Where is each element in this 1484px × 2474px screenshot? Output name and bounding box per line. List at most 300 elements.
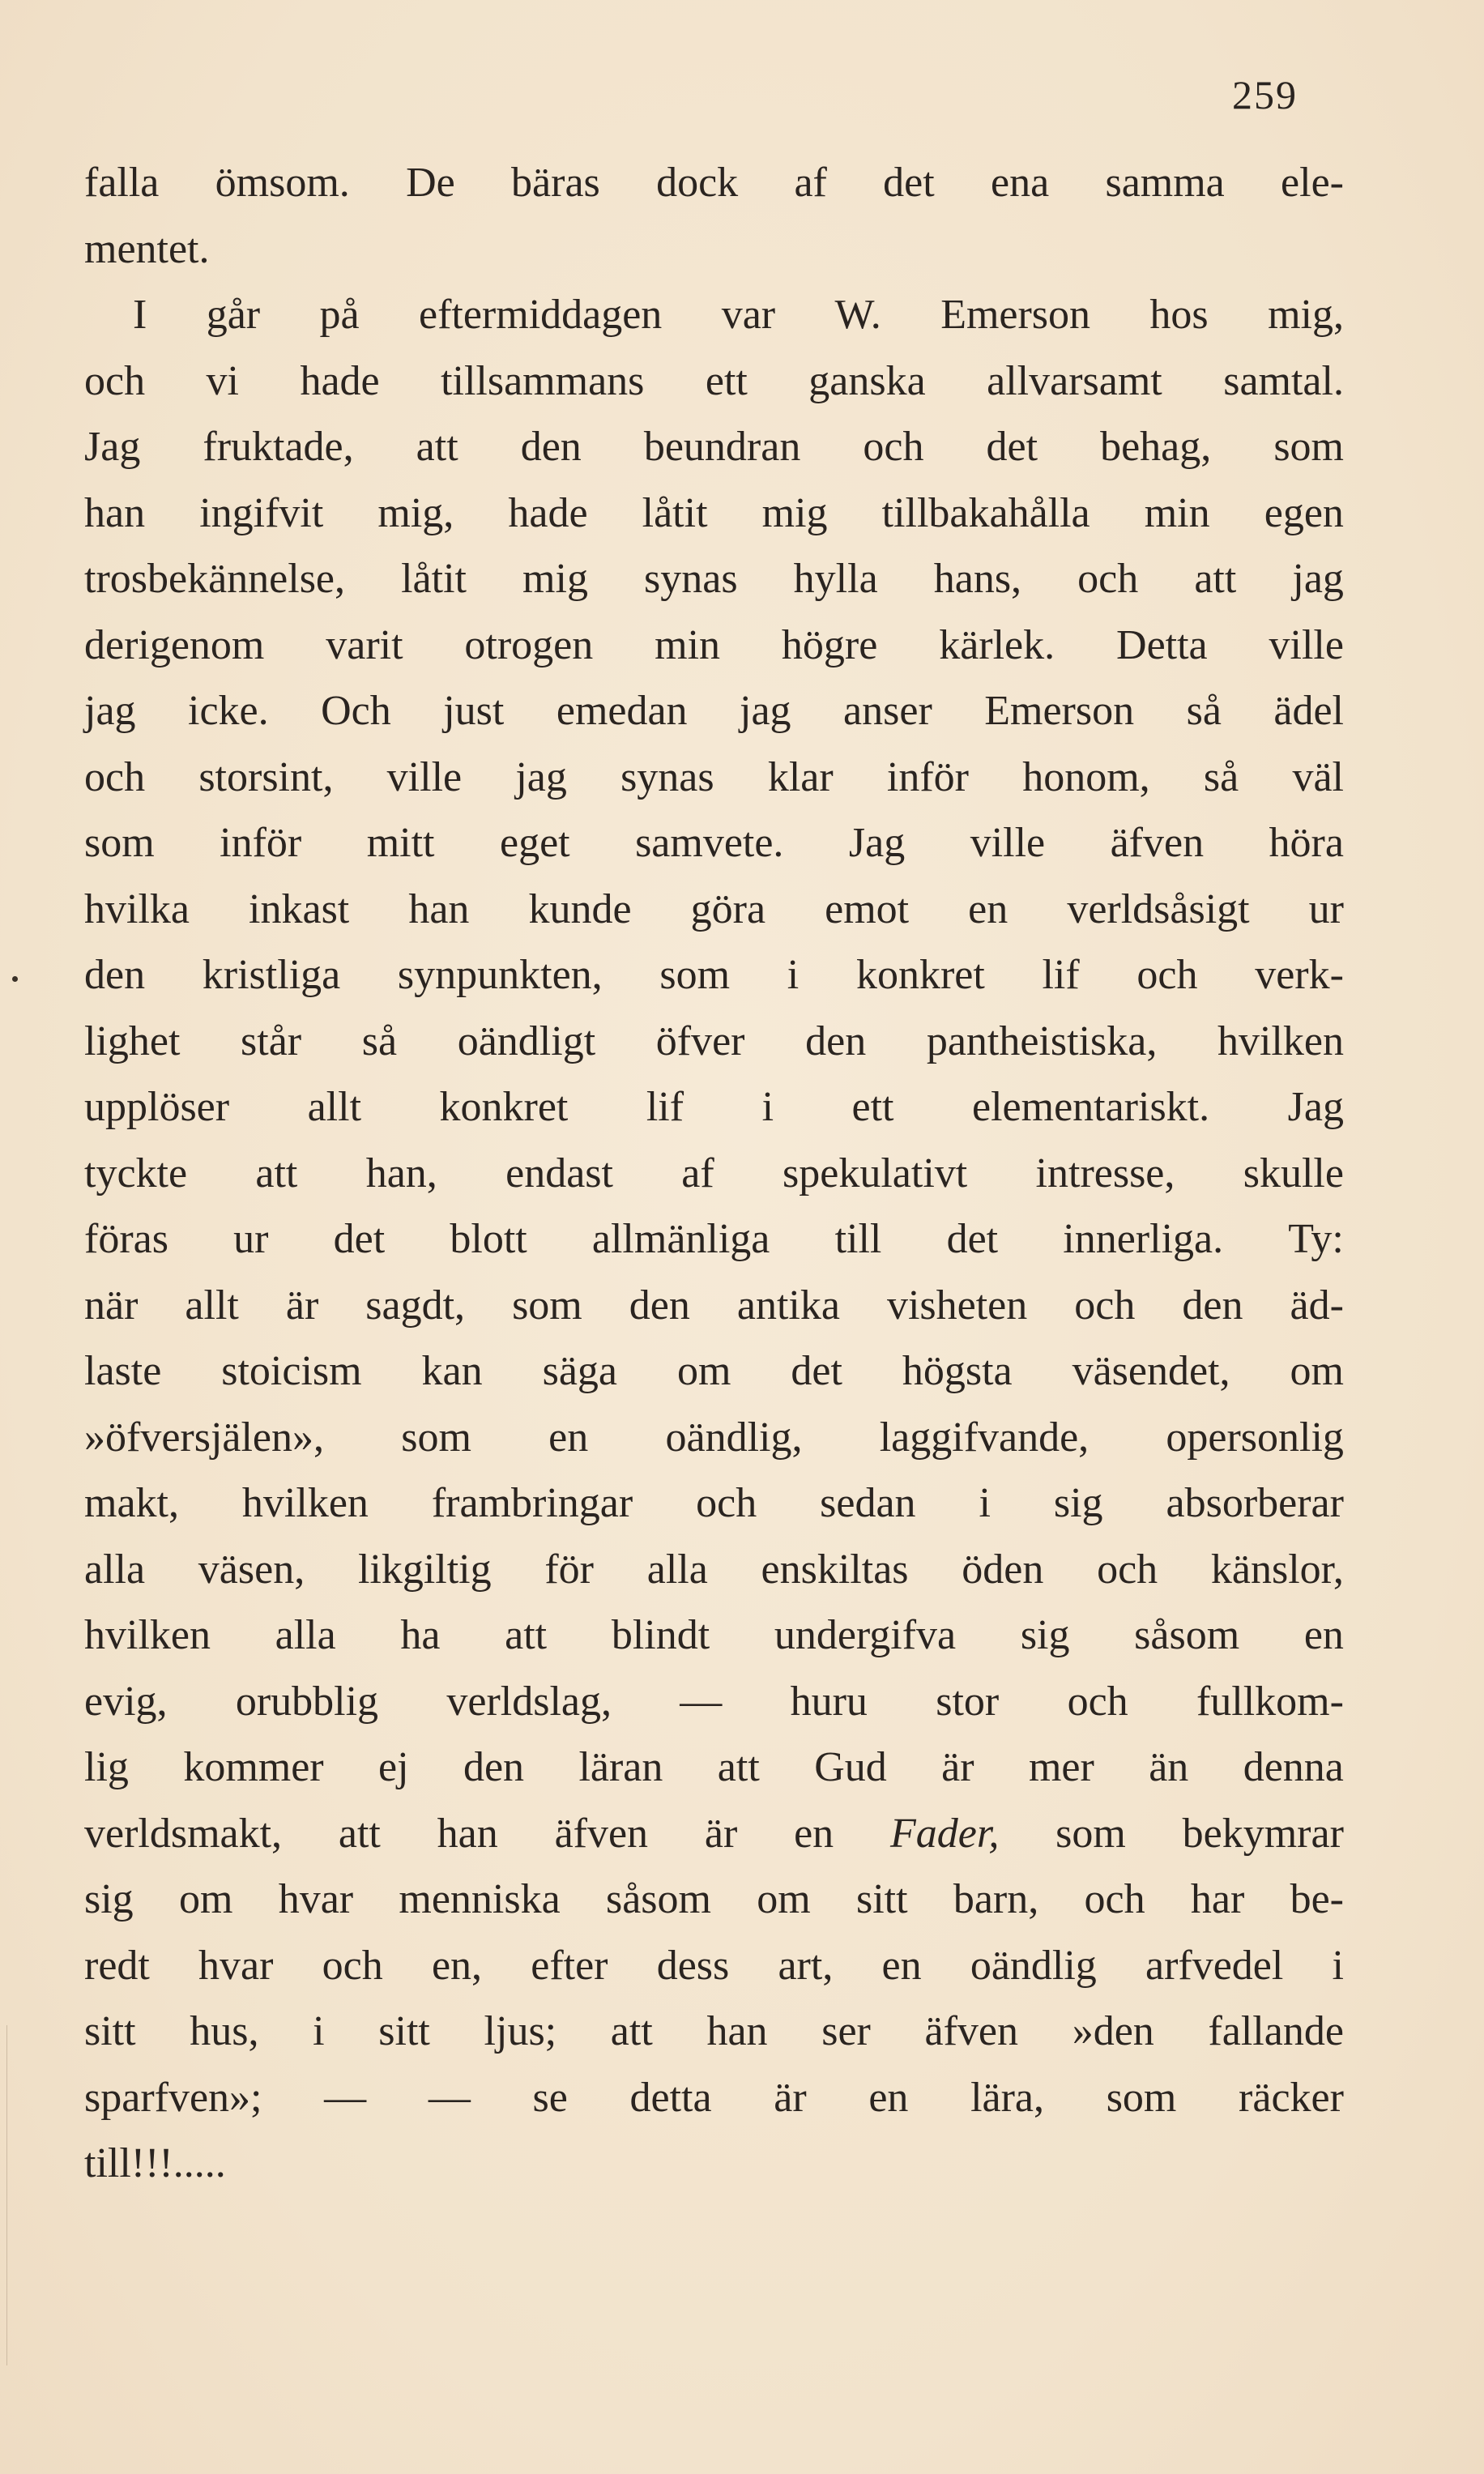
word: öden <box>962 1546 1044 1593</box>
word: högre <box>781 621 878 668</box>
margin-dot-mark <box>12 976 18 982</box>
word: otrogen <box>464 621 594 668</box>
text-line <box>84 877 1344 943</box>
word: icke. <box>188 688 269 734</box>
word: och <box>1136 952 1198 998</box>
word: huru <box>790 1678 868 1725</box>
word: Emerson <box>984 688 1135 734</box>
text-line <box>84 150 1344 216</box>
word: pantheistiska, <box>926 1017 1158 1064</box>
word: den <box>805 1017 867 1064</box>
word: lig <box>84 1744 129 1790</box>
word: öfver <box>655 1017 745 1064</box>
word: blott <box>450 1216 527 1262</box>
text-line <box>84 1273 1344 1339</box>
word: såsom <box>1134 1612 1240 1658</box>
word: upplöser <box>84 1084 230 1130</box>
word: dock <box>656 160 739 206</box>
word: redt <box>84 1942 150 1989</box>
word: en <box>1303 1612 1344 1658</box>
word: och <box>1067 1678 1128 1725</box>
word: just <box>443 688 505 734</box>
word: på <box>319 292 360 338</box>
text-line <box>84 1405 1344 1471</box>
word: falla <box>84 160 160 206</box>
word: verldslag, <box>446 1678 612 1725</box>
word: hvilken <box>241 1480 369 1526</box>
word: det <box>946 1216 999 1262</box>
word: att <box>610 2008 653 2054</box>
word: enskiltas <box>761 1546 909 1593</box>
text-line <box>84 1009 1344 1075</box>
word: och <box>84 357 146 404</box>
word: i <box>1332 1942 1344 1989</box>
word: sparfven»; <box>84 2074 262 2121</box>
word: sig <box>1053 1480 1103 1526</box>
word: som <box>84 820 155 866</box>
word: kommer <box>183 1744 324 1790</box>
text-line <box>84 1669 1344 1735</box>
word: om <box>757 1876 811 1922</box>
word: så <box>1186 688 1222 734</box>
word: lif <box>646 1084 684 1130</box>
word: väsen, <box>198 1546 305 1593</box>
word: ädel <box>1273 688 1344 734</box>
word: ele- <box>1281 160 1344 206</box>
word: och <box>1077 556 1139 602</box>
word: om <box>178 1876 233 1922</box>
word: Jag <box>84 424 141 470</box>
word: min <box>1144 489 1210 536</box>
word: att <box>255 1150 298 1196</box>
word: bäras <box>511 160 600 206</box>
word: jag <box>515 753 567 800</box>
word: det <box>883 160 935 206</box>
text-line <box>84 480 1344 547</box>
word: i <box>313 2008 325 2054</box>
word: emedan <box>556 688 688 734</box>
word: som <box>1273 424 1344 470</box>
word: väl <box>1292 753 1344 800</box>
word: låtit <box>401 556 467 602</box>
word: samma <box>1105 160 1225 206</box>
word: äfven <box>1110 820 1205 866</box>
word: han <box>437 1810 498 1857</box>
word: läran <box>578 1744 663 1790</box>
word: derigenom <box>84 621 265 668</box>
word: och <box>84 753 146 800</box>
word: den <box>463 1744 525 1790</box>
word: makt, <box>84 1480 179 1526</box>
word: var <box>721 292 776 338</box>
word: anser <box>843 688 932 734</box>
word: känslor, <box>1210 1546 1344 1593</box>
text-line <box>84 942 1344 1009</box>
word: mig, <box>1268 292 1344 338</box>
word: hvilka <box>84 885 190 932</box>
word: är <box>285 1282 319 1329</box>
word: den <box>629 1282 690 1329</box>
word: verldsåsigt <box>1067 885 1250 932</box>
word: mentet. <box>84 225 210 272</box>
word: sitt <box>378 2008 430 2054</box>
word: inför <box>220 820 302 866</box>
text-line <box>84 1141 1344 1207</box>
word: och <box>863 424 924 470</box>
word: går <box>206 292 261 338</box>
word: — <box>428 2074 471 2121</box>
word: synpunkten, <box>397 952 603 998</box>
text-line <box>84 1074 1344 1141</box>
text-line <box>84 1998 1344 2065</box>
word: Detta <box>1116 621 1208 668</box>
word: ej <box>378 1744 409 1790</box>
word: storsint, <box>198 753 334 800</box>
word: sig <box>84 1876 134 1922</box>
word: göra <box>690 885 766 932</box>
word: af <box>681 1150 714 1196</box>
word: så <box>1203 753 1239 800</box>
word: jag <box>740 688 791 734</box>
word: samvete. <box>635 820 784 866</box>
word: den <box>520 424 582 470</box>
word: som <box>512 1282 582 1329</box>
word: »den <box>1072 2008 1154 2054</box>
word: det <box>791 1348 842 1394</box>
word: hvar <box>278 1876 354 1922</box>
word: och <box>1084 1876 1145 1922</box>
word: sitt <box>855 1876 908 1922</box>
word: jag <box>84 688 136 734</box>
word: ganska <box>808 357 926 404</box>
word: han <box>408 885 470 932</box>
word: sitt <box>84 2008 136 2054</box>
word: eftermiddagen <box>419 292 663 338</box>
word: ser <box>821 2008 871 2054</box>
word: en, <box>431 1942 483 1989</box>
word: ville <box>386 753 463 800</box>
word: dess <box>656 1942 730 1989</box>
word: — <box>324 2074 367 2121</box>
text-line <box>84 282 1344 348</box>
word: lif <box>1042 952 1080 998</box>
word: i <box>761 1084 774 1130</box>
body-text <box>84 150 1344 2197</box>
text-line <box>84 1470 1344 1537</box>
word: han, <box>365 1150 437 1196</box>
word: laste <box>84 1348 162 1394</box>
word: oändlig, <box>665 1414 803 1461</box>
word: undergifva <box>774 1612 957 1658</box>
word: mig <box>761 489 828 536</box>
word: honom, <box>1022 753 1150 800</box>
word: Jag <box>1287 1084 1344 1130</box>
word: verldsmakt, <box>84 1810 283 1857</box>
word: som <box>659 952 731 998</box>
word: fallande <box>1208 2008 1344 2054</box>
word: skulle <box>1243 1150 1344 1196</box>
word: mitt <box>366 820 435 866</box>
word: när <box>84 1282 139 1329</box>
page-number: 259 <box>1232 72 1298 117</box>
word: barn, <box>953 1876 1039 1922</box>
word: och <box>1097 1546 1158 1593</box>
word: W. <box>834 292 881 338</box>
text-line <box>84 1866 1344 1933</box>
word: såsom <box>605 1876 711 1922</box>
word: intresse, <box>1035 1150 1175 1196</box>
word: Emerson <box>940 292 1091 338</box>
word: sagdt, <box>365 1282 466 1329</box>
word: fruktade, <box>203 424 354 470</box>
word: det <box>986 424 1038 470</box>
word: den <box>84 952 146 998</box>
text-line <box>84 1734 1344 1801</box>
word: som <box>401 1414 471 1461</box>
word: I <box>133 292 147 338</box>
word: ur <box>233 1216 269 1262</box>
word: Fader, <box>890 1810 1000 1857</box>
word: Och <box>321 688 391 734</box>
word: kunde <box>528 885 632 932</box>
text-line <box>84 2065 1344 2131</box>
word: konkret <box>439 1084 569 1130</box>
word: synas <box>644 556 738 602</box>
word: bekymrar <box>1182 1810 1344 1857</box>
word: ville <box>1269 621 1344 668</box>
word: kan <box>421 1348 483 1394</box>
word: min <box>655 621 721 668</box>
word: är <box>941 1744 974 1790</box>
text-line <box>84 612 1344 679</box>
word: en <box>548 1414 589 1461</box>
word: allmänliga <box>591 1216 770 1262</box>
word: äfven <box>924 2008 1019 2054</box>
word: De <box>406 160 455 206</box>
word: sig <box>1020 1612 1070 1658</box>
word: föras <box>84 1216 168 1262</box>
word: kristliga <box>202 952 341 998</box>
word: Gud <box>814 1744 887 1790</box>
word: »öfversjälen», <box>84 1414 325 1461</box>
word: alla <box>646 1546 708 1593</box>
word: synas <box>620 753 714 800</box>
word: lära, <box>970 2074 1045 2121</box>
word: oändligt <box>457 1017 596 1064</box>
word: denna <box>1243 1744 1344 1790</box>
word: räcker <box>1239 2074 1344 2121</box>
word: och <box>322 1942 383 1989</box>
word: säga <box>542 1348 617 1394</box>
word: mer <box>1028 1744 1094 1790</box>
word: tillsammans <box>441 357 645 404</box>
word: hylla <box>793 556 878 602</box>
word: och <box>1074 1282 1136 1329</box>
word: laggifvande, <box>879 1414 1090 1461</box>
word: eget <box>499 820 570 866</box>
word: låtit <box>642 489 708 536</box>
word: spekulativt <box>783 1150 968 1196</box>
word: allvarsamt <box>987 357 1162 404</box>
word: efter <box>531 1942 608 1989</box>
word: lighet <box>84 1017 181 1064</box>
word: — <box>680 1678 723 1725</box>
word: art, <box>778 1942 834 1989</box>
word: Jag <box>848 820 906 866</box>
word: en <box>881 1942 922 1989</box>
word: hade <box>508 489 588 536</box>
word: absorberar <box>1166 1480 1344 1526</box>
word: menniska <box>399 1876 561 1922</box>
word: af <box>794 160 827 206</box>
word: jag <box>1292 556 1344 602</box>
word: alla <box>84 1546 146 1593</box>
word: kärlek. <box>939 621 1055 668</box>
word: evig, <box>84 1678 168 1725</box>
word: om <box>1290 1348 1344 1394</box>
word: detta <box>629 2074 712 2121</box>
word: i <box>787 952 800 998</box>
word: han <box>706 2008 768 2054</box>
word: mig, <box>377 489 454 536</box>
word: visheten <box>886 1282 1028 1329</box>
word: för <box>544 1546 594 1593</box>
word: är <box>774 2074 807 2121</box>
word: än <box>1149 1744 1189 1790</box>
text-line <box>84 414 1344 480</box>
word: trosbekännelse, <box>84 556 346 602</box>
word: hos <box>1149 292 1209 338</box>
word: ur <box>1308 885 1344 932</box>
word: ena <box>990 160 1050 206</box>
word: att <box>338 1810 381 1857</box>
word: han <box>84 489 146 536</box>
word: behag, <box>1100 424 1212 470</box>
text-line <box>84 348 1344 415</box>
text-line <box>84 2131 1344 2197</box>
word: det <box>333 1216 386 1262</box>
word: vi <box>206 357 239 404</box>
word: oändlig <box>970 1942 1097 1989</box>
text-line <box>84 1206 1344 1273</box>
word: mig <box>522 556 588 602</box>
text-line <box>84 1933 1344 1999</box>
word: äfven <box>554 1810 649 1857</box>
word: arfvedel <box>1145 1942 1284 1989</box>
word: beundran <box>643 424 801 470</box>
word: sedan <box>820 1480 916 1526</box>
word: om <box>676 1348 731 1394</box>
word: elementariskt. <box>972 1084 1210 1130</box>
word: samtal. <box>1223 357 1344 404</box>
word: antika <box>736 1282 840 1329</box>
word: är <box>704 1810 738 1857</box>
word: egen <box>1264 489 1344 536</box>
text-line <box>84 1602 1344 1669</box>
word: allt <box>307 1084 362 1130</box>
word: tillbakahålla <box>881 489 1090 536</box>
word: endast <box>505 1150 613 1196</box>
text-line <box>84 678 1344 744</box>
text-line <box>84 216 1344 283</box>
word: höra <box>1269 820 1344 866</box>
word: likgiltig <box>357 1546 492 1593</box>
word: att <box>717 1744 760 1790</box>
word: verk- <box>1255 952 1344 998</box>
word: ljus; <box>484 2008 557 2054</box>
word: står <box>241 1017 302 1064</box>
word: fullkom- <box>1196 1678 1344 1725</box>
word: så <box>361 1017 398 1064</box>
text-line <box>84 1801 1344 1867</box>
word: blindt <box>611 1612 710 1658</box>
word: ett <box>705 357 748 404</box>
word: hus, <box>190 2008 259 2054</box>
word: att <box>416 424 458 470</box>
word: äd- <box>1290 1282 1344 1329</box>
word: ingifvit <box>199 489 324 536</box>
text-line <box>84 1537 1344 1603</box>
word: en <box>968 885 1009 932</box>
word: alla <box>275 1612 336 1658</box>
word: väsendet, <box>1072 1348 1230 1394</box>
word: att <box>1194 556 1237 602</box>
word: ett <box>851 1084 894 1130</box>
word: hans, <box>933 556 1022 602</box>
word: emot <box>825 885 910 932</box>
word: innerliga. <box>1063 1216 1224 1262</box>
word: hvilken <box>1217 1017 1344 1064</box>
word: be- <box>1290 1876 1344 1922</box>
word: frambringar <box>431 1480 633 1526</box>
word: den <box>1182 1282 1243 1329</box>
word: en <box>868 2074 909 2121</box>
word: konkret <box>855 952 985 998</box>
word: har <box>1190 1876 1245 1922</box>
text-line <box>84 546 1344 612</box>
word: Ty: <box>1288 1216 1344 1262</box>
word: inkast <box>249 885 350 932</box>
word: opersonlig <box>1166 1414 1344 1461</box>
word: till!!!..... <box>84 2140 226 2186</box>
word: ville <box>970 820 1046 866</box>
word: att <box>505 1612 548 1658</box>
word: stor <box>936 1678 1000 1725</box>
word: högsta <box>902 1348 1013 1394</box>
word: i <box>979 1480 991 1526</box>
word: ömsom. <box>215 160 350 206</box>
text-line <box>84 1338 1344 1405</box>
word: till <box>834 1216 882 1262</box>
text-line <box>84 744 1344 811</box>
word: allt <box>185 1282 239 1329</box>
word: och <box>696 1480 757 1526</box>
word: hvar <box>198 1942 274 1989</box>
word: stoicism <box>221 1348 362 1394</box>
word: som <box>1106 2074 1177 2121</box>
word: klar <box>767 753 834 800</box>
word: hvilken <box>84 1612 211 1658</box>
word: se <box>532 2074 568 2121</box>
word: som <box>1055 1810 1126 1857</box>
margin-line-mark <box>6 2025 7 2365</box>
word: tyckte <box>84 1150 188 1196</box>
word: ha <box>400 1612 441 1658</box>
word: hade <box>300 357 380 404</box>
word: en <box>794 1810 834 1857</box>
word: orubblig <box>235 1678 379 1725</box>
word: varit <box>326 621 403 668</box>
